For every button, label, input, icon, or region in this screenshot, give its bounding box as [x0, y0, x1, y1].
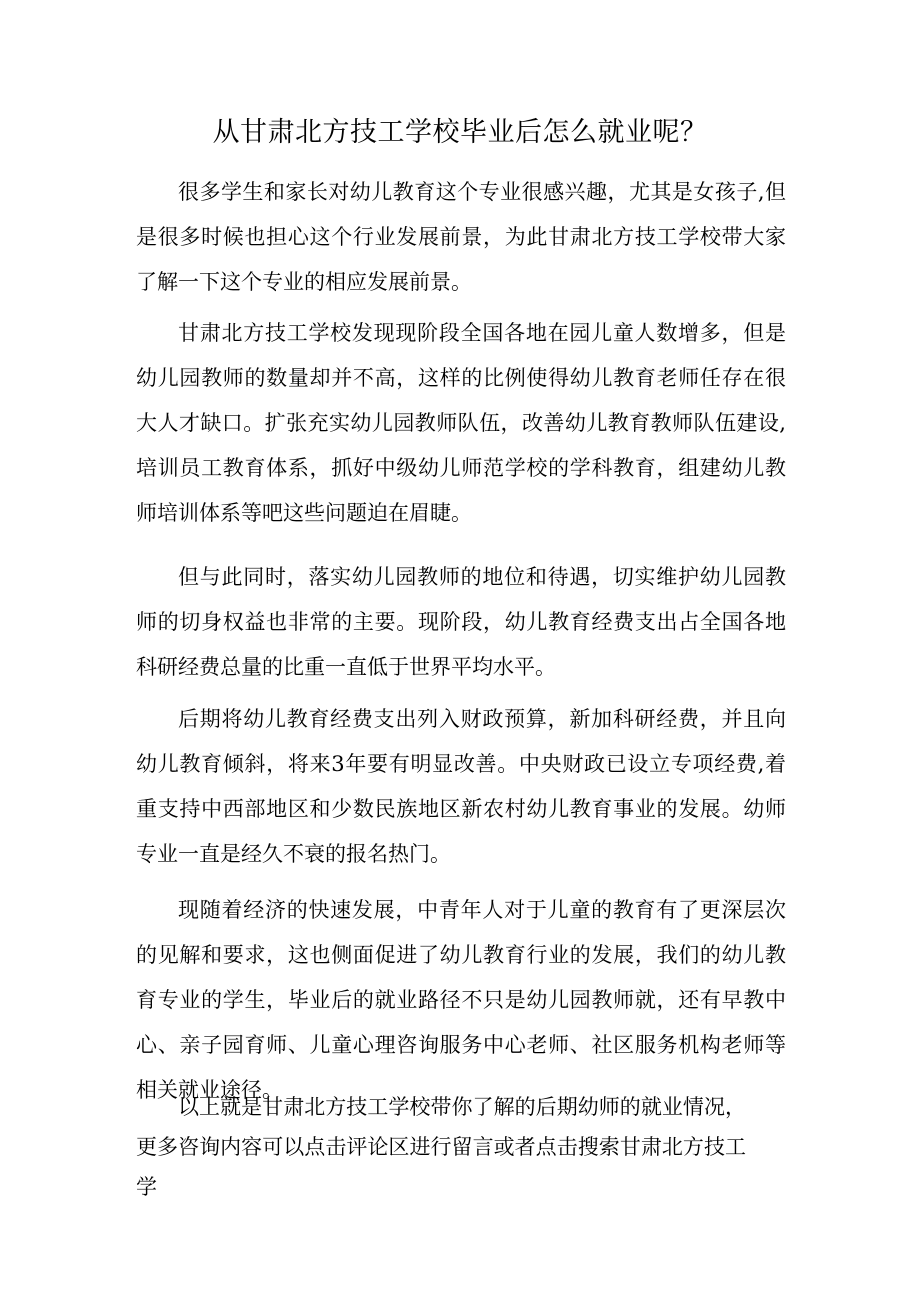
- paragraph-1: 很多学生和家长对幼儿教育这个专业很感兴趣，尤其是女孩子,但是很多时候也担心这个行业发展前景，为此甘肃北方技工学校带大家了解一下这个专业的相应发展前景。: [136, 180, 786, 294]
- paragraph-3: 但与此同时，落实幼儿园教师的地位和待遇，切实维护幼儿园教师的切身权益也非常的主要。现阶段，幼儿教育经费支出占全国各地科研经费总量的比重一直低于世界平均水平。: [136, 565, 786, 679]
- paragraph-4: 后期将幼儿教育经费支出列入财政预算，新加科研经费，并且向幼儿教育倾斜，将来3年要有明显改善。中央财政已设立专项经费,着重支持中西部地区和少数民族地区新农村幼儿教育事业的发展。幼师专业一直是经久不衰的报名热门。: [136, 707, 786, 866]
- paragraph-2: 甘肃北方技工学校发现现阶段全国各地在园儿童人数增多，但是幼儿园教师的数量却并不高，这样的比例使得幼儿教育老师任存在很大人才缺口。扩张充实幼儿园教师队伍，改善幼儿教育教师队伍建设,培训员工教育体系，抓好中级幼儿师范学校的学科教育，组建幼儿教师培训体系等吧这些问题迫在眉睫。: [136, 321, 786, 525]
- paragraph-5: 现随着经济的快速发展，中青年人对于儿童的教育有了更深层次的见解和要求，这也侧面促进了幼儿教育行业的发展，我们的幼儿教育专业的学生，毕业后的就业路径不只是幼儿园教师就，还有早教中心、亲子园育师、儿童心理咨询服务中心老师、社区服务机构老师等相关就业途径。: [136, 898, 786, 1102]
- paragraph-6: 以上就是甘肃北方技工学校带你了解的后期幼师的就业情况，更多咨询内容可以点击评论区进行留言或者点击搜索甘肃北方技工学: [136, 1095, 746, 1199]
- document-title: 从甘肃北方技工学校毕业后怎么就业呢？: [212, 117, 708, 148]
